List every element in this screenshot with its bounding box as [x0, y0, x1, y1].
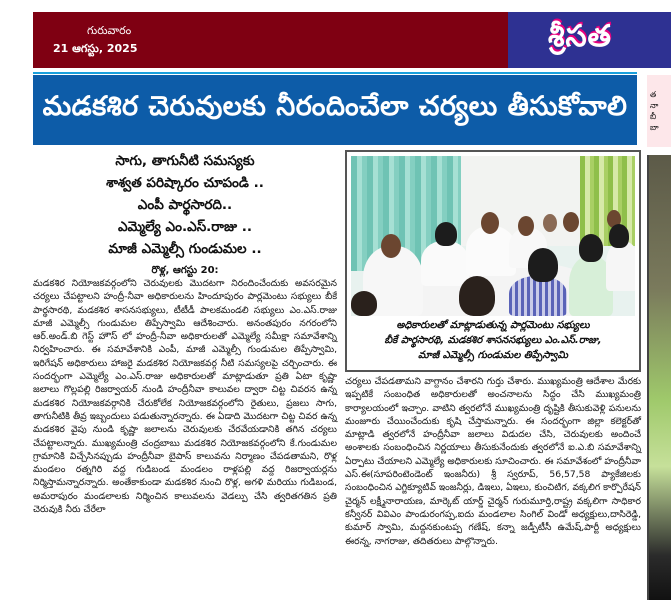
article-body-right: చర్యలు చేపడతామని వాగ్దానం చేశారని గుర్తు చేశారు. ముఖ్యమంత్రి ఆదేశాల మేరకు ఇప్పటికే సంబంధిత అధికారులతో అంచనాలను సిద్ధం చేసి ముఖ్యమంత్రి కార్యాలయంలో ఇచ్చాం. వాటిని త్వరలోనే ముఖ్యమంత్రి దృష్టికి తీసుకువెళ్లి పనులను మంజూరు చేయించేందుకు కృషి చేస్తామన్నారు. ఈ సందర్భంగా జిల్లా కలెక్టర్‌తో మాట్లాడి త్వరలోనే హంద్రీనీవా జలాలు విడుదల చేసి, చెరువులకు అందించే అంశాలకు సంబంధించిన నిర్ణయాలు తీసుకునేందుకు త్వరలోనే ఐ.ఎ.బి సమావేశాన్ని ఏర్పాటు చేయాలని ఎమ్మెల్యే అధికారులకు సూచించారు. ఈ సమావేశంలో హంద్రీనీవా ఎస్.ఈ(సూపరింటెండెంట్ ఇంజనీరు) శ్రీ స్వరూప్, 56,57,58 ప్యాకేజిలకు సంబంధించిన ఎగ్జిక్యూటివ్ ఇంజనీర్లు, డిఇలు, ఏఇలు, కుంచిటిగ, వక్కలిగ కార్పొరేషన్ చైర్మన్ లక్ష్మీనారాయణ, మార్కెట్ యార్డ్ చైర్మన్ గురుమూర్తి,రాష్ట్ర వక్కలిగా సాధికార కన్వీనర్ వివిఎం పాండురంగప్ప,ఐదు మండలాల సింగిల్ విండో అధ్యక్షులు,దాసిరెడ్డి, కుమార్ స్వామి, మద్దనకుంటప్ప గణేష్, కన్నా జడ్పీటీసీ ఉమేష్,పార్టీ అధ్యక్షులు ఈరన్న, నాగరాజు, తదితరులు పాల్గొన్నారు.: [345, 376, 641, 547]
person-head: [579, 234, 603, 262]
meeting-photo: [351, 156, 635, 316]
photo-frame: [345, 150, 641, 372]
person-head: [609, 224, 629, 248]
person: [509, 276, 567, 316]
person-head: [528, 248, 558, 282]
subhead-line: మాజీ ఎమ్మెల్సీ గుండుమల ..: [108, 241, 262, 257]
person-head: [381, 234, 401, 258]
masthead-logo: శ్రీసత: [548, 19, 612, 54]
header-day: గురువారం: [87, 24, 132, 37]
newspaper-header: [33, 12, 671, 68]
person-head: [563, 212, 579, 232]
subhead-line: శాశ్వత పరిష్కారం చూపండి ..: [106, 175, 264, 191]
strip-line: బీ: [650, 112, 657, 121]
person-head: [543, 214, 557, 232]
header-date: 21 ఆగస్టు, 2025: [53, 42, 138, 55]
person: [606, 241, 635, 291]
masthead-panel: [508, 12, 671, 68]
caption-line: బీకే పార్థసారథి, మడకశిర శాసనసభ్యులు ఎం.ఎస్.రాజు,: [384, 335, 602, 346]
person-head: [481, 212, 499, 234]
adjacent-article-strip: [647, 75, 671, 600]
article-body-left: మడకశిర నియోజకవర్గంలోని చెరువులకు మొదటగా నిరందించేందుకు అవసరమైన చర్యలు చేపట్టాలని హంద్రీ-నీవా అధికారులను హిందూపురం పార్లమెంటు సభ్యులు బీకే పార్థసారథి, మడకశిర శాసనసభ్యులు, టీటీడీ పాలకమండలి సభ్యులు ఎం.ఎస్.రాజు మాజీ ఎమ్మెల్సీ గుండుమల తిప్పేస్వామి ఆదేశించారు. అనంతపురం నగరంలోని ఆర్.అండ్.బి గెస్ట్ హౌస్ లో హంద్రీ-నీవా అధికారులతో ఎమ్మెల్యే సమీక్షా సమావేశాన్ని నిర్వహించారు. ఈ సమావేశానికి ఎంపీ, మాజీ ఎమ్మెల్సీ గుండుమల తిప్పేస్వామి, ఇరిగేషన్ అధికారులు హాజరై మడకశిర నియోజకవర్గ నీటి సమస్యలపై చర్చించారు. ఈ సందర్భంగా ఎమ్మెల్యే ఎం.ఎస్.రాజు అధికారులతో మాట్లాడుతూ ప్రతి ఏటా కృష్ణా జలాలు గొల్లపల్లి రిజర్వాయర్ నుండి హంద్రీనీవా కాలువల ద్వారా చిట్ట చివరన ఉన్న మడకశిర నియోజకవర్గానికి చేరుకోలేక నియోజకవర్గంలోని రైతులు, ప్రజలు సాగు, తాగునీటికి తీవ్ర ఇబ్బందులు పడుతున్నారన్నారు. ఈ ఏడాది మొదటగా చిట్ట చివర ఉన్న మడకశిర వైపు నుండి కృష్ణా జలాలను చెరువులకు చేరవేయడానికి తగిన చర్యలు చేపట్టాలన్నారు. ముఖ్యమంత్రి చంద్రబాబు మడకశిర నియోజకవర్గంలోని కే.గుండుమల గ్రామానికి విచ్చేసినప్పుడు హంద్రీనీవా బైపాస్ కాలువను నిర్మాణం చేపడతామని, రొళ్ల మండలం రత్నగిరి వద్ద గుడిబండ మండలం రాళ్లపల్లి వద్ద రిజర్వాయర్లను నిర్మిస్తామన్నారన్నారు. అంతేకాకుండా మడకశిర నుంచి రొళ్ల, అగళి మరియు గుడిబండ, అమరాపురం మండలాలకు నిర్మించిన కాలువలను వెడల్పు చేసి త్వరితగతిన ప్రతి చెరువుకి నీరు చేరేలా: [33, 278, 337, 516]
person-head: [435, 222, 457, 246]
subheadline: [33, 150, 337, 260]
headline: మడకశిర చెరువులకు నీరందించేలా చర్యలు తీసుకోవాలి: [42, 91, 628, 122]
strip-line: బా: [650, 123, 659, 132]
headline-banner: [33, 75, 637, 145]
caption-line: మాజీ ఎమ్మెల్సీ గుండుమల తిప్పేస్వామి: [418, 350, 568, 361]
photo-caption: [351, 318, 635, 363]
subhead-line: సాగు, తాగునీటి సమస్యకు: [115, 153, 255, 169]
adjacent-article-text: [647, 75, 671, 147]
person-head: [459, 276, 495, 316]
person-head: [351, 291, 377, 316]
subhead-line: ఎమ్మెల్యే ఎం.ఎస్.రాజు ..: [118, 219, 252, 235]
caption-line: అధికారులతో మాట్లాడుతున్న పార్లమెంటు సభ్యులు: [396, 320, 590, 331]
dateline: రొళ్ల, ఆగస్టు 20:: [151, 265, 219, 276]
subhead-line: ఎంపీ పార్థసారది..: [137, 197, 233, 213]
adjacent-article-photo: [647, 155, 671, 600]
strip-line: నా: [650, 101, 659, 110]
person: [421, 241, 469, 286]
header-date-panel: [33, 12, 508, 68]
person-head: [518, 216, 534, 236]
header-divider: [33, 72, 637, 74]
strip-line: త: [650, 90, 657, 99]
